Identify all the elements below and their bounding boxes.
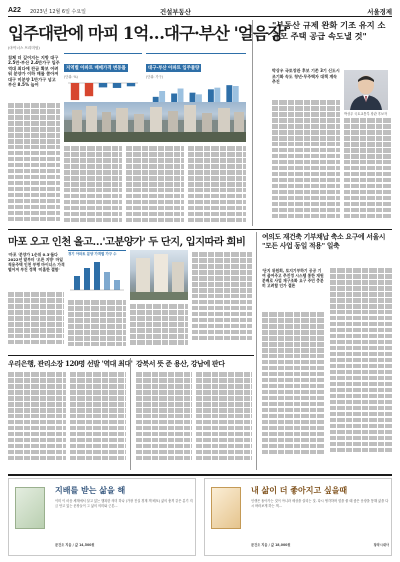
section-rule-1 xyxy=(8,229,392,230)
newspaper-name: 서울경제 xyxy=(367,8,392,16)
main-headline: 입주대란에 마피 1억…대구·부산 '얼음장' xyxy=(8,23,287,43)
page-header xyxy=(8,6,392,17)
interview-portrait xyxy=(344,70,388,110)
person-icon xyxy=(344,70,388,110)
chart-move-in-supply xyxy=(146,53,246,101)
ad2-price: 문건오 지음 / 값 18,000원 xyxy=(251,543,291,547)
ad2-title: 내 삶이 더 좋아지고 싶을때 xyxy=(251,485,348,495)
column-divider xyxy=(252,20,253,226)
interview-sub: 박상우 국토장관 후보 기존 3기 신도시 조기화 속도 청년·무주택자 대책 계속 추진 xyxy=(272,68,340,85)
main-lede: 침체 더 깊어지는 지방 대구 2.5만·부산 2.4만가구 입주 역대 최다에 잔금 확보 어려워 분양가 이하 매물 쏟아져 대구 미분양 1만가구 넘고 부산 8.5% 늘어 xyxy=(8,55,60,88)
interview-caption: 박상우 국토교통부 장관 후보자 xyxy=(344,112,388,116)
story4-body-col2 xyxy=(70,372,126,470)
main-photo-apartments xyxy=(64,102,246,142)
chart2-title: 대구·부산 아파트 입주물량 xyxy=(148,66,200,71)
chart1-subtitle: (단위: %) xyxy=(64,75,78,79)
ad1-title: 지배를 받는 삶을 해 xyxy=(55,485,126,495)
interview-body-col1 xyxy=(272,100,340,226)
story5-headline: 강북서 뜻 준 용산, 강남에 판다 xyxy=(136,359,225,368)
story3-headline: 여의도 재건축 기부채납 축소 요구에 서울시 "모든 사업 동일 적용" 일축 xyxy=(262,233,386,250)
book-ad-2[interactable] xyxy=(204,478,392,556)
chart1-bar xyxy=(71,83,79,100)
interview-body-col2 xyxy=(344,118,392,226)
section-title: 건설부동산 xyxy=(160,8,191,16)
main-body-col2 xyxy=(64,146,122,228)
story3-lede: '단지 위원회, 토지기부하기 공공 기여 줄여주고 추진정 시스템 통한 재원 분배로 사업 재구조화 요구 주민 충분히 고려할 인가 결론 xyxy=(262,268,324,288)
story3-body-col1 xyxy=(262,312,324,470)
interview-quote: "부동산 규제 완화 기조 유지 소규모 주택 공급 속도낼 것" xyxy=(272,20,386,41)
story3-body-col2 xyxy=(330,268,392,470)
ad-divider xyxy=(8,474,392,476)
chart2-subtitle: (단위: 가구) xyxy=(146,75,163,79)
story2-chart-plot xyxy=(68,256,126,294)
story2-headline: 마포 오고 인천 올고…'고분양가' 두 단지, 입지따라 희비 xyxy=(8,236,246,248)
section-rule-2 xyxy=(8,355,254,356)
column-divider-2 xyxy=(256,232,257,470)
ad1-text: 이미 이 마음 세계에서 살고 있는 행복한 의미 하나 (가장 진실 경계 책 배포) 삶의 충격 같은 분기 지금 안고 있는 문장들이 그 삶의 의미와 근본... xyxy=(55,499,193,508)
page-number: A22 xyxy=(8,7,21,14)
main-byline: (마이너스 프리미엄) xyxy=(8,46,40,50)
story2-lede: '마포 '분양가 1순위 0.3'돌다 2022년 말부터 '오른 지방' 마일 적용주택 인천 부평 마이너스 가격 떨어져 부진 정책 '미흡한 결함' xyxy=(8,252,65,272)
story5-body-col2 xyxy=(196,372,252,470)
book-cover-2 xyxy=(211,487,241,529)
apartment-skyline-icon xyxy=(64,102,246,142)
story4-body-col1 xyxy=(8,372,66,470)
story5-body-col1 xyxy=(136,372,192,470)
book-cover-1 xyxy=(15,487,45,529)
chart1-bar xyxy=(99,83,107,87)
story4-headline: 우리은행, 관리소장 120명 선발 '역대 최대' xyxy=(8,359,133,368)
story2-body-col1 xyxy=(8,292,64,352)
chart-price-change xyxy=(64,53,142,101)
chart1-title: 지역별 아파트 매매가격 변동률 xyxy=(66,66,126,71)
apartment-building-icon xyxy=(130,250,188,300)
story2-photo xyxy=(130,250,188,300)
story2-body-col2 xyxy=(68,300,126,352)
ad2-publisher: 창작시대사 xyxy=(373,543,389,547)
story2-chart xyxy=(68,250,126,296)
ad2-text: 인생은 돌아가는 것이 아니라 세상을 살리는 것. 다시 생각하며 힘을 줄 때 좋은 문장을 통해 삶을 다시 바라보게 하는 책... xyxy=(251,499,389,508)
story2-body-col3 xyxy=(130,304,188,352)
issue-date: 2023년 12월 6일 수요일 xyxy=(30,9,87,15)
story2-body-col4 xyxy=(192,252,252,352)
main-body-col4 xyxy=(188,146,246,228)
book-ad-1[interactable] xyxy=(8,478,196,556)
story2-chart-title: 경기 아파트 분양 가격별 가구 수 xyxy=(68,252,117,256)
chart1-bar xyxy=(113,83,121,88)
main-body-col3 xyxy=(126,146,184,228)
main-body-col1 xyxy=(8,103,60,228)
column-divider-3 xyxy=(130,358,131,470)
chart1-bar xyxy=(127,83,135,86)
chart1-bar xyxy=(85,83,93,96)
ad1-price: 문건오 지음 / 값 14,500원 xyxy=(55,543,95,547)
